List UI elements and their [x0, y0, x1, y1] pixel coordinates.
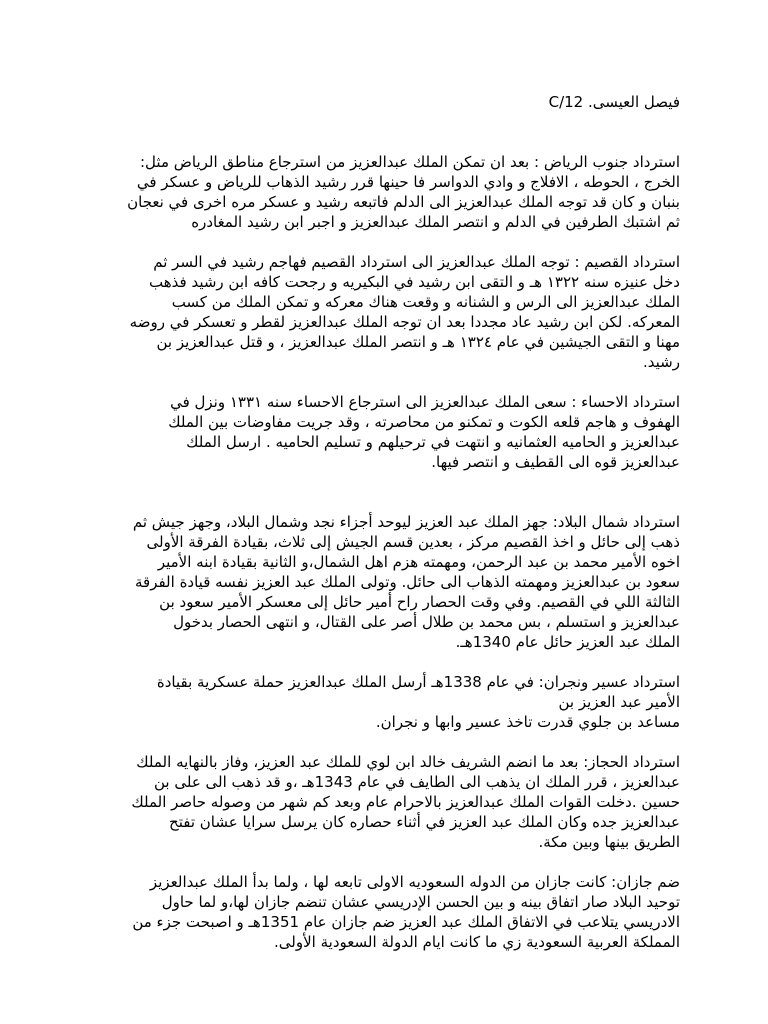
text-line: استرداد شمال البلاد: جهز الملك عبد العزيز ليوحد أجزاء نجد وشمال البلاد، وجهز جيش ثم: [132, 513, 680, 531]
text-line: عبدالعزيز قوه الى القطيف و انتصر فيها.: [431, 453, 680, 471]
text-line: بنبان و كان قد توجه الملك عبدالعزيز الى الدلم فاتبعه رشيد و عسكر مره اخرى في نعجان: [127, 193, 680, 211]
text-line: استرداد عسير ونجران: في عام 1338هـ أرسل الملك عبدالعزيز حملة عسكرية بقيادة: [156, 673, 680, 691]
text-line: حسين .دخلت القوات الملك عبدالعزيز بالاحرام عام وبعد كم شهر من وصوله حاصر الملك: [131, 793, 680, 811]
text-line: مهنا و التقى الجيشين في عام ١٣٢٤ هـ و انتصر الملك عبدالعزيز ، و قتل عبدالعزيز بن: [156, 333, 680, 351]
text-line: دخل عنيزه سنه ١٣٢٢ هـ و التقى ابن رشيد في البكيريه و رجحت كافه ابن رشيد فذهب: [149, 273, 680, 291]
paragraph-asir-najran: [90, 672, 680, 732]
text-line: ضم جازان: كانت جازان من الدوله السعوديه الاولى تابعه لها ، ولما بدأ الملك عبدالعزيز: [149, 873, 680, 891]
text-line: استرداد القصيم : توجه الملك عبدالعزيز الى استرداد القصيم فهاجم رشيد في السر ثم: [153, 253, 680, 271]
text-line: رشيد.: [643, 353, 680, 371]
text-line: استرداد جنوب الرياض : بعد ان تمكن الملك عبدالعزيز من استرجاع مناطق الرياض مثل:: [140, 153, 680, 171]
text-line: اخوه الأمير محمد بن عبد الرحمن، ومهمته هزم اهل الشمال،و الثانية بقيادة ابنه الأمير: [157, 553, 680, 571]
text-line: سعود بن عبدالعزيز ومهمته الذهاب الى حائل. وتولى الملك عبد العزيز نفسه قيادة الفرقة: [134, 573, 680, 591]
document-page: [90, 92, 680, 952]
text-line: الملك عبدالعزيز الى الرس و الشنانه و وقعت هناك معركه و تمكن الملك من كسب: [171, 293, 680, 311]
text-line: الطريق بينها وبين مكة.: [538, 833, 680, 851]
text-line: ذهب إلى حائل و اخذ القصيم مركز ، بعدين قسم الجيش إلى ثلاث، بقيادة الفرقة الأولى: [146, 533, 680, 551]
text-line: المملكة العربية السعودية زي ما كانت ايام الدولة السعودية الأولى.: [274, 933, 680, 951]
text-line: عبدالعزيز جده وكان الملك عبد العزيز في أثناء حصاره كان يرسل سرايا عشان تفتح: [169, 813, 680, 831]
text-line: توحيد البلاد صار اتفاق بينه و بين الحسن الإدريسي عشان تنضم جازان لها،و لما حاول: [161, 893, 680, 911]
text-line: الخرج ، الحوطه ، الافلاج و وادي الدواسر فا حينها قرر رشيد الذهاب للرياض و عسكر في: [136, 173, 680, 191]
paragraph-south-riyadh: [90, 152, 680, 232]
paragraph-hijaz: [90, 752, 680, 852]
text-line: استرداد الاحساء : سعى الملك عبدالعزيز الى استرجاع الاحساء سنه ١٣٣١ ونزل في: [170, 393, 680, 411]
text-line: الهفوف و هاجم قلعه الكوت و تمكنو من محاصرته ، وقد جريت مفاوضات بين الملك: [168, 413, 680, 431]
paragraph-qassim: [90, 252, 680, 372]
text-line: الملك عبد العزيز حائل عام 1340هـ.: [455, 633, 680, 651]
text-line: المعركه. لكن ابن رشيد عاد مجددا بعد ان توجه الملك عبدالعزيز لقطر و تعسكر في روضه: [129, 313, 680, 331]
paragraph-north: [90, 512, 680, 652]
text-line: استرداد الحجاز: بعد ما انضم الشريف خالد ابن لوي للملك عبد العزيز، وفاز بالنهايه الملك: [136, 753, 680, 771]
text-line: الثالثة اللي في القصيم. وفي وقت الحصار راح أمير حائل إلى معسكر الأمير سعود بن: [159, 593, 680, 611]
text-line: الأمير عبد العزيز بن: [558, 693, 680, 711]
text-line: ثم اشتبك الطرفين في الدلم و انتصر الملك عبدالعزيز و اجبر ابن رشيد المغادره: [191, 213, 680, 231]
text-line: عبدالعزيز ، قرر الملك ان يذهب الى الطايف في عام 1343هـ ،و قد ذهب الى على بن: [154, 773, 680, 791]
author-header: فيصل العيسى. C/12: [548, 93, 680, 111]
text-line: الادريسي يتلاعب في الاتفاق الملك عبد العزيز ضم جازان عام 1351هـ و اصبحت جزء من: [132, 913, 680, 931]
text-line: عبدالعزيز و استسلم ، بس محمد بن طلال أصر على القتال، و انتهى الحصار بدخول: [173, 613, 680, 631]
text-line: مساعد بن جلوي قدرت تاخذ عسير وابها و نجران.: [375, 713, 680, 731]
paragraph-ahsa: [90, 392, 680, 472]
paragraph-jazan: [90, 872, 680, 952]
text-line: عبدالعزيز و الحاميه العثمانيه و انتهت في ترحيلهم و تسليم الحاميه . ارسل الملك: [186, 433, 680, 451]
